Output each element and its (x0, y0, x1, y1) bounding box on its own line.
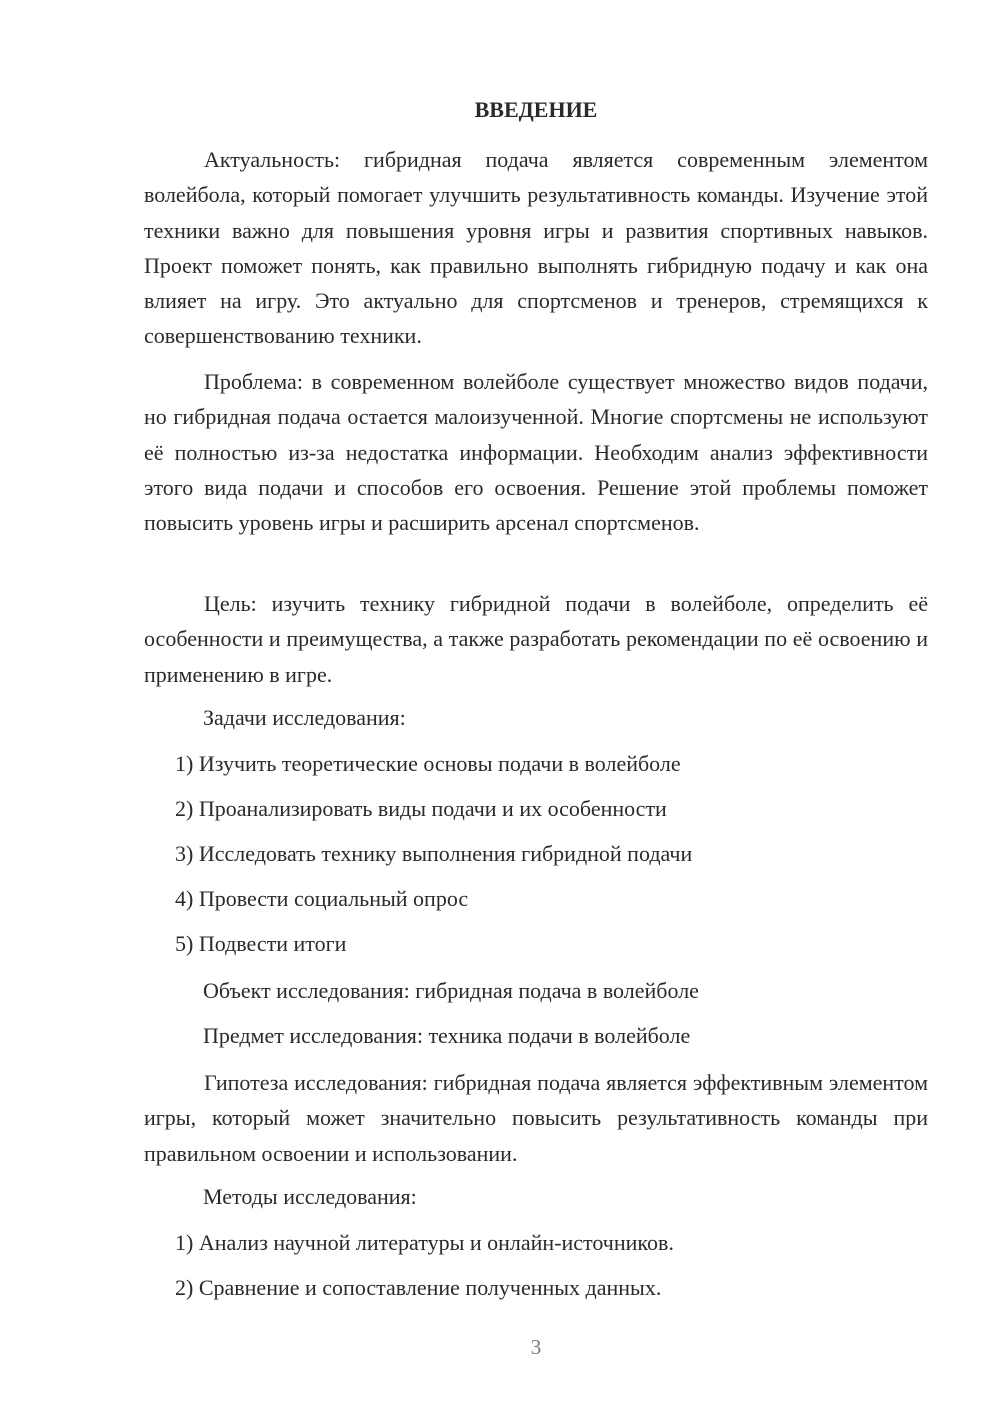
task-item: 5) Подвести итоги (175, 931, 347, 956)
tasks-heading: Задачи исследования: (203, 705, 406, 730)
methods-heading: Методы исследования: (203, 1184, 417, 1209)
goal-paragraph: Цель: изучить технику гибридной подачи в волейболе, определить её особенности и преимущества, а также разработать рекомендации по её освоению и применению в игре. (144, 591, 928, 687)
subject-line: Предмет исследования: техника подачи в волейболе (203, 1023, 691, 1048)
page-number: 3 (530, 1335, 542, 1359)
problem-paragraph: Проблема: в современном волейболе существует множество видов подачи, но гибридная подача остается малоизученной. Многие спортсмены не используют её полностью из-за недостатка информации. Необходим анализ эффективности этого вида подачи и способов его освоения. Решение этой проблемы поможет повысить уровень игры и расширить арсенал спортсменов. (144, 369, 928, 536)
relevance-paragraph: Актуальность: гибридная подача является современным элементом волейбола, который помогает улучшить результативность команды. Изучение этой техники важно для повышения уровня игры и развития спортивных навыков. Проект поможет понять, как правильно выполнять гибридную подачу и как она влияет на игру. Это актуально для спортсменов и тренеров, стремящихся к совершенствованию техники. (144, 147, 928, 349)
method-item: 1) Анализ научной литературы и онлайн-источников. (175, 1230, 674, 1255)
object-line: Объект исследования: гибридная подача в волейболе (203, 978, 699, 1003)
page-title: ВВЕДЕНИЕ (474, 97, 598, 122)
task-item: 4) Провести социальный опрос (175, 886, 469, 911)
hypothesis-paragraph: Гипотеза исследования: гибридная подача является эффективным элементом игры, который может значительно повысить результативность команды при правильном освоении и использовании. (144, 1070, 928, 1166)
task-item: 1) Изучить теоретические основы подачи в волейболе (175, 751, 681, 776)
method-item: 2) Сравнение и сопоставление полученных данных. (175, 1275, 662, 1300)
task-item: 2) Проанализировать виды подачи и их особенности (175, 796, 667, 821)
task-item: 3) Исследовать технику выполнения гибридной подачи (175, 841, 693, 866)
